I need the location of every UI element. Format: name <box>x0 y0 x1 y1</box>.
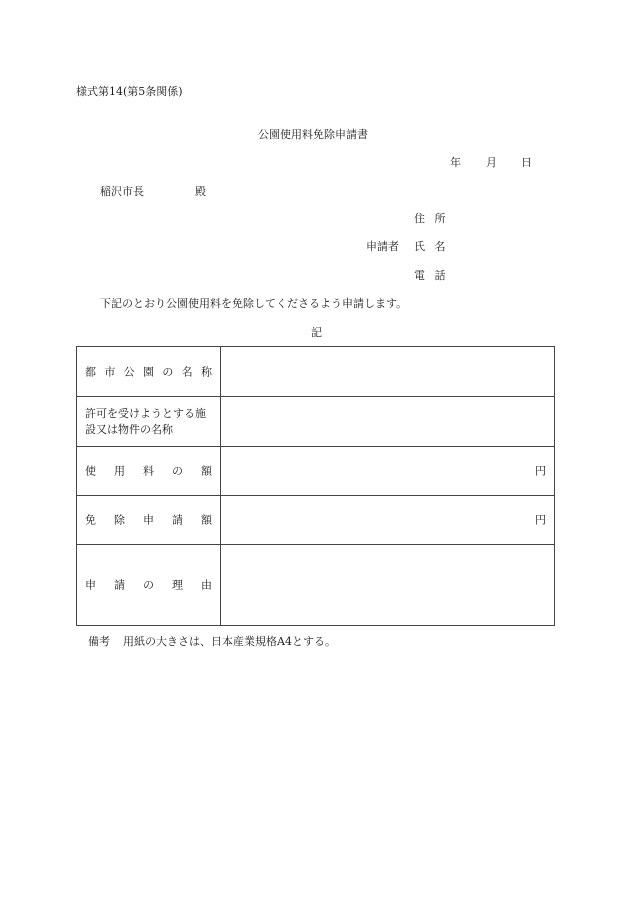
label-char: 理 <box>172 578 183 592</box>
phone-label: 電 話 <box>414 269 449 282</box>
label-char: 園 <box>142 365 154 378</box>
facility-name-label-text: 許可を受けようとする施設又は物件の名称 <box>85 406 206 436</box>
label-char: の <box>172 464 183 478</box>
remark-text: 用紙の大きさは、日本産業規格A4とする。 <box>123 635 336 648</box>
date-year: 年 <box>450 156 461 169</box>
name-label: 氏 名 <box>414 240 449 253</box>
ki-heading: 記 <box>311 326 322 339</box>
table-row <box>77 545 554 625</box>
label-char: 請 <box>114 578 125 592</box>
addressee-name: 稲沢市長 <box>100 185 144 198</box>
label-char: 使 <box>85 464 96 478</box>
application-table <box>76 346 555 626</box>
address-label: 住 所 <box>414 212 449 225</box>
request-statement: 下記のとおり公園使用料を免除してくださるよう申請します。 <box>100 297 408 310</box>
table-row <box>77 347 554 397</box>
remark-label: 備考 <box>88 635 110 648</box>
exemption-amount-yen-unit: 円 <box>535 513 546 527</box>
label-char: 申 <box>85 578 96 592</box>
label-char: 由 <box>201 578 212 592</box>
usage-fee-label-text <box>85 466 212 477</box>
label-char: 申 <box>143 513 154 527</box>
label-char: 名 <box>181 365 193 378</box>
label-char: 都 <box>85 365 96 378</box>
label-char: 請 <box>172 513 183 527</box>
facility-name-label <box>77 397 221 446</box>
exemption-amount-label <box>77 496 221 544</box>
date-day: 日 <box>521 156 532 169</box>
date-month: 月 <box>486 156 497 169</box>
label-char: 料 <box>143 464 154 478</box>
label-char: の <box>143 578 154 592</box>
label-char: 市 <box>104 365 116 378</box>
label-char: 免 <box>85 513 96 527</box>
table-row <box>77 397 554 447</box>
label-char: 用 <box>114 464 125 478</box>
label-char: 額 <box>201 464 212 478</box>
label-char: の <box>162 365 174 378</box>
label-char: 称 <box>200 365 212 378</box>
document-title: 公園使用料免除申請書 <box>258 128 368 141</box>
table-row <box>77 496 554 545</box>
label-char: 除 <box>114 513 125 527</box>
park-name-label <box>77 347 221 396</box>
usage-fee-yen-unit: 円 <box>535 464 546 478</box>
label-char: 額 <box>201 513 212 527</box>
reason-label <box>77 545 221 625</box>
form-number: 様式第14(第5条関係) <box>76 85 183 98</box>
exemption-amount-label-text <box>85 515 212 526</box>
applicant-label: 申請者 <box>366 240 399 253</box>
reason-label-text <box>85 580 212 591</box>
park-name-label-text <box>85 366 212 377</box>
addressee-honorific: 殿 <box>195 185 206 198</box>
usage-fee-label <box>77 447 221 495</box>
label-char: 公 <box>123 365 135 378</box>
table-row <box>77 447 554 496</box>
